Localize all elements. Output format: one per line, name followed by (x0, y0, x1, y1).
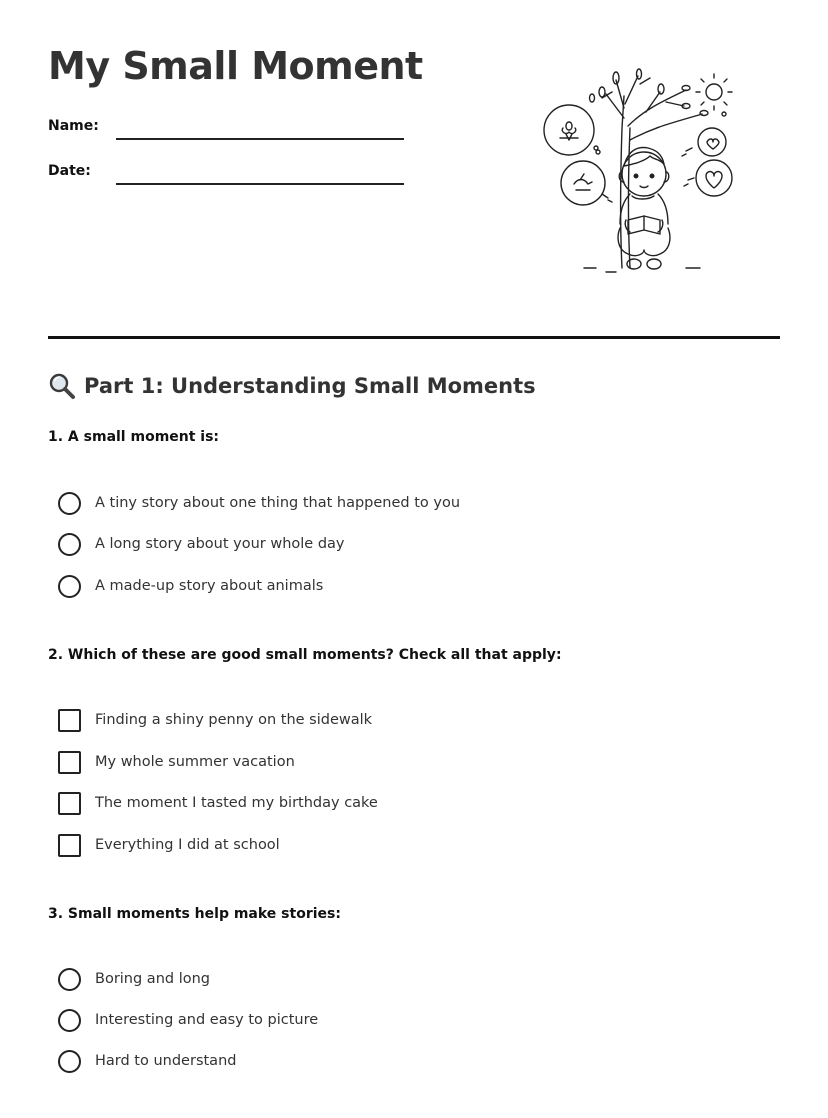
child-reading-illustration (536, 68, 742, 286)
radio-button[interactable] (58, 968, 81, 991)
q2-option-1[interactable] (58, 707, 372, 733)
radio-button[interactable] (58, 492, 81, 515)
page-title: My Small Moment (48, 44, 423, 88)
checkbox[interactable] (58, 834, 81, 857)
q2-option-2[interactable] (58, 749, 295, 775)
q1-option-1[interactable] (58, 490, 460, 516)
q3-option-3[interactable] (58, 1048, 236, 1074)
option-label: Everything I did at school (95, 837, 280, 853)
option-label: Hard to understand (95, 1053, 237, 1069)
date-field[interactable] (116, 183, 404, 185)
part1-title: Part 1: Understanding Small Moments (84, 374, 536, 398)
radio-button[interactable] (58, 575, 81, 598)
checkbox[interactable] (58, 792, 81, 815)
radio-button[interactable] (58, 1050, 81, 1073)
option-label: My whole summer vacation (95, 754, 295, 770)
date-label: Date: (48, 163, 91, 179)
q1-option-2[interactable] (58, 531, 345, 557)
option-label: Boring and long (95, 971, 210, 987)
option-label: A long story about your whole day (95, 536, 345, 552)
question-2: 2. Which of these are good small moments? Check all that apply: (48, 647, 562, 663)
q2-option-3[interactable] (58, 790, 378, 816)
option-label: Interesting and easy to picture (95, 1012, 319, 1028)
radio-button[interactable] (58, 1009, 81, 1032)
checkbox[interactable] (58, 751, 81, 774)
option-label: Finding a shiny penny on the sidewalk (95, 712, 373, 728)
option-label: A tiny story about one thing that happened to you (95, 495, 461, 511)
magnifying-glass-icon (48, 372, 76, 400)
q2-option-4[interactable] (58, 832, 280, 858)
checkbox[interactable] (58, 709, 81, 732)
q1-option-3[interactable] (58, 573, 323, 599)
q3-option-2[interactable] (58, 1007, 318, 1033)
question-3: 3. Small moments help make stories: (48, 906, 341, 922)
name-label: Name: (48, 118, 99, 134)
part1-heading (48, 372, 536, 400)
option-label: The moment I tasted my birthday cake (95, 795, 378, 811)
section-divider (48, 336, 780, 339)
q3-option-1[interactable] (58, 966, 210, 992)
option-label: A made-up story about animals (95, 578, 324, 594)
name-field[interactable] (116, 138, 404, 140)
question-1: 1. A small moment is: (48, 429, 220, 445)
radio-button[interactable] (58, 533, 81, 556)
